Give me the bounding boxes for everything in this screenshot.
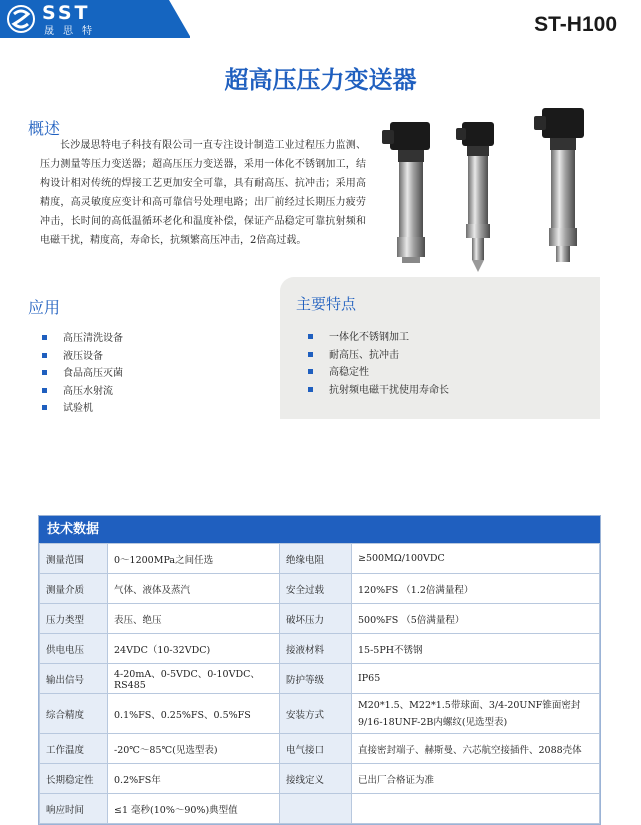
spec-key: 绝缘电阻 xyxy=(280,544,352,574)
sensor-left-icon xyxy=(382,122,430,263)
list-item: 耐高压、抗冲击 xyxy=(308,347,449,365)
spec-value: 已出厂合格证为准 xyxy=(352,764,600,794)
spec-value: ≥500MΩ/100VDC xyxy=(352,544,600,574)
spec-key: 工作温度 xyxy=(40,734,108,764)
bullet-icon xyxy=(42,370,47,375)
spec-value: 气体、液体及蒸汽 xyxy=(108,574,280,604)
spec-value: ≤1 毫秒(10%～90%)典型值 xyxy=(108,794,280,824)
product-image xyxy=(372,100,612,280)
spec-value xyxy=(352,694,600,734)
spec-key: 接线定义 xyxy=(280,764,352,794)
features-panel xyxy=(280,277,600,419)
table-row xyxy=(40,734,600,764)
spec-table-heading: 技术数据 xyxy=(39,516,600,543)
spec-value xyxy=(352,794,600,824)
spec-value-line: M20*1.5、M22*1.5带球面、3/4-20UNF锥面密封 xyxy=(358,699,581,711)
page-title: 超高压压力变送器 xyxy=(224,66,417,94)
spec-key: 综合精度 xyxy=(40,694,108,734)
spec-key: 输出信号 xyxy=(40,664,108,694)
brand-logo-text: SST xyxy=(42,2,91,24)
spec-value: 表压、绝压 xyxy=(108,604,280,634)
sensor-middle-icon xyxy=(456,122,494,272)
spec-key: 接液材料 xyxy=(280,634,352,664)
table-row xyxy=(40,574,600,604)
list-item: 试验机 xyxy=(42,400,123,418)
applications-list xyxy=(42,330,123,418)
table-row xyxy=(40,794,600,824)
spec-key: 测量介质 xyxy=(40,574,108,604)
bullet-icon xyxy=(308,352,313,357)
spec-key: 响应时间 xyxy=(40,794,108,824)
spec-key: 电气接口 xyxy=(280,734,352,764)
spec-value: 0.2%FS年 xyxy=(108,764,280,794)
spec-key: 长期稳定性 xyxy=(40,764,108,794)
sensor-right-icon xyxy=(534,108,584,262)
spec-value: -20℃～85℃(见选型表) xyxy=(108,734,280,764)
bullet-icon xyxy=(42,405,47,410)
table-row xyxy=(40,634,600,664)
bullet-icon xyxy=(42,353,47,358)
list-item: 抗射频电磁干扰使用寿命长 xyxy=(308,382,449,400)
list-item: 高稳定性 xyxy=(308,364,449,382)
spec-key: 安全过载 xyxy=(280,574,352,604)
spec-value: 24VDC（10-32VDC) xyxy=(108,634,280,664)
list-item: 食品高压灭菌 xyxy=(42,365,123,383)
bullet-icon xyxy=(42,388,47,393)
overview-text: 长沙晟思特电子科技有限公司一直专注设计制造工业过程压力监测、压力测量等压力变送器；超高压压力变送器，采用一体化不锈钢加工，结构设计相对传统的焊接工艺更加安全可靠，具有耐高压、抗冲击；采用高精度，高灵敏度应变计和高可靠信号处理电路；出厂前经过长期压力疲劳冲击，长时间的高低温循环老化和温度补偿，保证产品稳定可靠抗射频和电磁干扰，精度高，寿命长，抗频繁高压冲击，2倍高过载。 xyxy=(40,140,366,246)
brand-header-bar xyxy=(0,0,190,38)
spec-value: 0～1200MPa之间任选 xyxy=(108,544,280,574)
list-item: 一体化不锈钢加工 xyxy=(308,329,449,347)
features-heading: 主要特点 xyxy=(296,295,357,313)
model-number: ST-H100 xyxy=(534,13,617,36)
spec-key xyxy=(280,794,352,824)
features-list xyxy=(308,329,449,399)
table-row xyxy=(40,664,600,694)
spec-key: 测量范围 xyxy=(40,544,108,574)
brand-logo-subtitle: 晟思特 xyxy=(44,26,101,37)
spec-value: 500%FS （5倍满量程） xyxy=(352,604,600,634)
brand-logo-icon xyxy=(6,4,36,34)
applications-heading: 应用 xyxy=(28,298,61,317)
spec-value: IP65 xyxy=(352,664,600,694)
bullet-icon xyxy=(308,387,313,392)
bullet-icon xyxy=(308,369,313,374)
spec-table-panel xyxy=(38,515,601,825)
table-row xyxy=(40,764,600,794)
spec-key: 压力类型 xyxy=(40,604,108,634)
spec-value: 120%FS （1.2倍满量程） xyxy=(352,574,600,604)
list-item: 液压设备 xyxy=(42,348,123,366)
bullet-icon xyxy=(42,335,47,340)
spec-key: 防护等级 xyxy=(280,664,352,694)
bullet-icon xyxy=(308,334,313,339)
spec-value-line: 9/16-18UNF-2B内螺纹(见选型表) xyxy=(358,716,508,728)
spec-value: 4-20mA、0-5VDC、0-10VDC、RS485 xyxy=(108,664,280,694)
spec-key: 供电电压 xyxy=(40,634,108,664)
spec-value: 直接密封端子、赫斯曼、六芯航空接插件、2088壳体 xyxy=(352,734,600,764)
spec-table xyxy=(39,543,600,824)
spec-key: 安装方式 xyxy=(280,694,352,734)
spec-key: 破坏压力 xyxy=(280,604,352,634)
table-row xyxy=(40,694,600,734)
list-item: 高压水射流 xyxy=(42,383,123,401)
table-row xyxy=(40,604,600,634)
overview-heading: 概述 xyxy=(28,119,61,138)
spec-value: 0.1%FS、0.25%FS、0.5%FS xyxy=(108,694,280,734)
table-row xyxy=(40,544,600,574)
list-item: 高压清洗设备 xyxy=(42,330,123,348)
spec-value: 15-5PH不锈钢 xyxy=(352,634,600,664)
